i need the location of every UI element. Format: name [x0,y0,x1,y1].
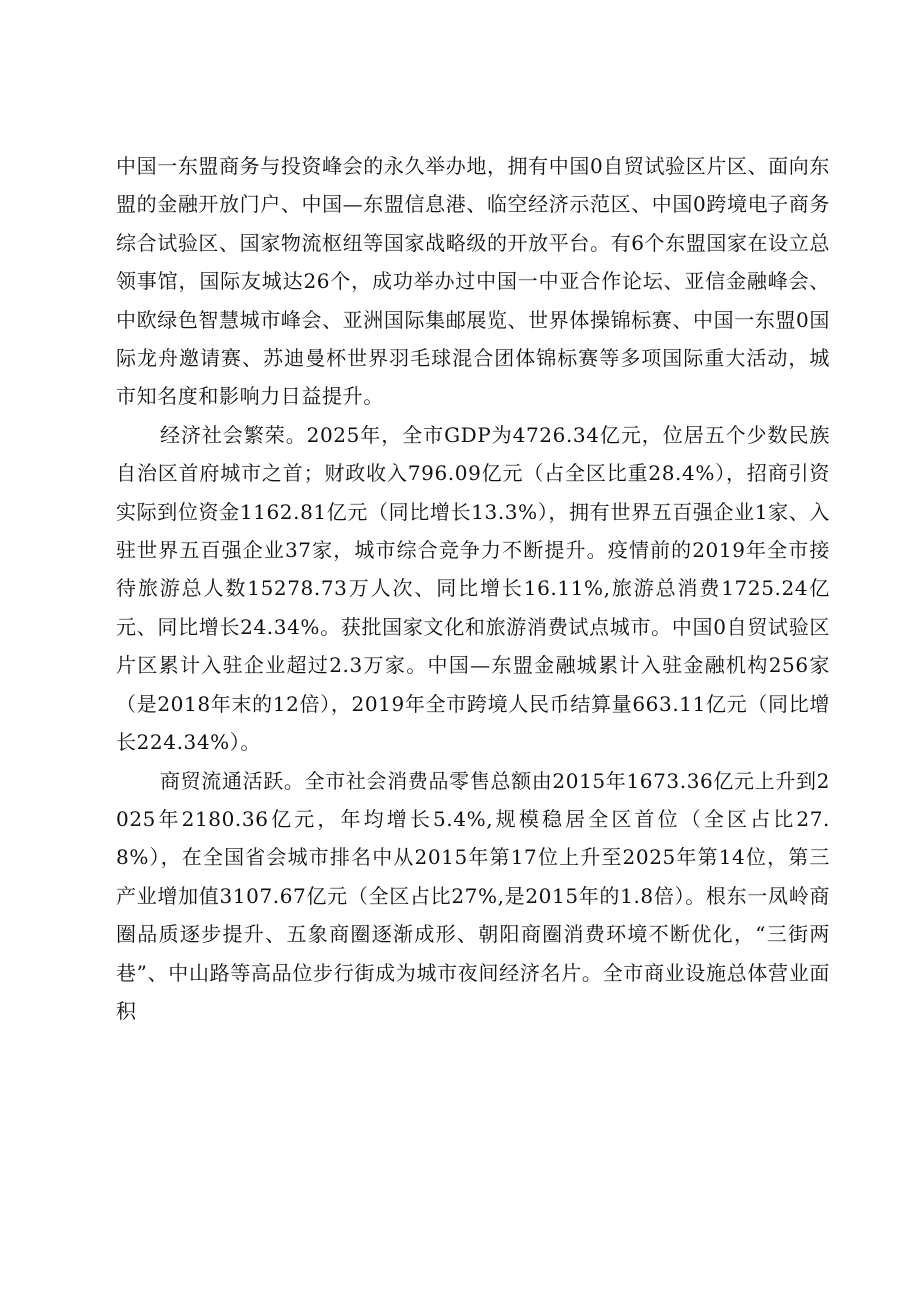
document-body [116,147,830,1030]
paragraph-commerce: 商贸流通活跃。全市社会消费品零售总额由2015年1673.36亿元上升到2025年2180.36亿元，年均增长5.4%,规模稳居全区首位（全区占比27.8%），在全国省会城市排名中从2015年第17位上升至2025年第14位，第三产业增加值3107.67亿元（全区占比27%,是2015年的1.8倍）。根东一凤岭商圈品质逐步提升、五象商圈逐渐成形、朝阳商圈消费环境不断优化，“三街两巷”、中山路等高品位步行街成为城市夜间经济名片。全市商业设施总体营业面积 [116,768,830,1023]
paragraph-open-platforms: 中国一东盟商务与投资峰会的永久举办地，拥有中国0自贸试验区片区、面向东盟的金融开放门户、中国—东盟信息港、临空经济示范区、中国0跨境电子商务综合试验区、国家物流枢纽等国家战略级的开放平台。有6个东盟国家在设立总领事馆，国际友城达26个，成功举办过中国一中亚合作论坛、亚信金融峰会、中欧绿色智慧城市峰会、亚洲国际集邮展览、世界体操锦标赛、中国一东盟0国际龙舟邀请赛、苏迪曼杯世界羽毛球混合团体锦标赛等多项国际重大活动，城市知名度和影响力日益提升。 [116,154,830,409]
paragraph-economy: 经济社会繁荣。2025年，全市GDP为4726.34亿元，位居五个少数民族自治区首府城市之首；财政收入796.09亿元（占全区比重28.4%），招商引资实际到位资金1162.81亿元（同比增长13.3%），拥有世界五百强企业1家、入驻世界五百强企业37家，城市综合竞争力不断提升。疫情前的2019年全市接待旅游总人数15278.73万人次、同比增长16.11%,旅游总消费1725.24亿元、同比增长24.34%。获批国家文化和旅游消费试点城市。中国0自贸试验区片区累计入驻企业超过2.3万家。中国—东盟金融城累计入驻金融机构256家（是2018年末的12倍），2019年全市跨境人民币结算量663.11亿元（同比增长224.34%）。 [116,422,830,755]
